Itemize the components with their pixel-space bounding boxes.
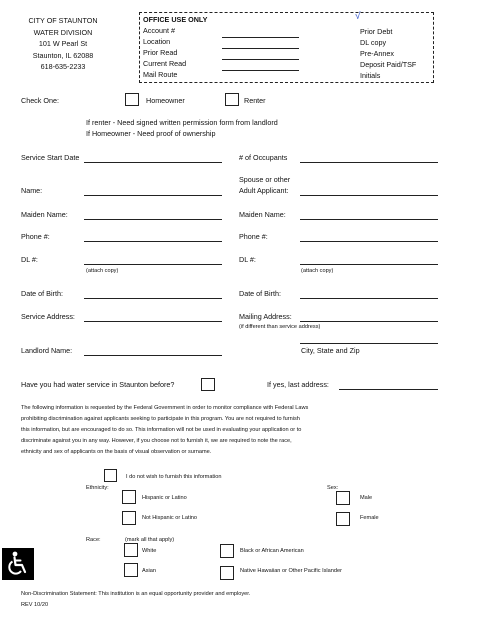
spouse-name-line[interactable] bbox=[300, 195, 438, 196]
maiden-name-line-left[interactable] bbox=[84, 219, 222, 220]
attach-copy-note-left: (attach copy) bbox=[86, 268, 119, 274]
pacific-islander-checkbox[interactable] bbox=[220, 566, 234, 580]
pacific-islander-label: Native Hawaiian or Other Pacific Islander bbox=[240, 568, 342, 574]
disclosure-line: ethnicity and sex of applicants on the basis of visual observation or surname. bbox=[21, 449, 212, 455]
attach-copy-note-right: (attach copy) bbox=[301, 268, 334, 274]
disclosure-line: this information, but are encouraged to do so. This information will not be used in evaluating your application or to bbox=[21, 427, 302, 433]
office-account-line[interactable] bbox=[222, 37, 299, 38]
landlord-name-label: Landlord Name: bbox=[21, 346, 73, 355]
office-prior-read-line[interactable] bbox=[222, 59, 299, 60]
office-deposit-label: Deposit Paid/TSF bbox=[360, 59, 417, 69]
revision-label: REV 10/20 bbox=[21, 602, 49, 608]
dl-label-right: DL #: bbox=[239, 255, 256, 264]
no-furnish-label: I do not wish to furnish this information bbox=[126, 474, 222, 480]
homeowner-note: If Homeowner - Need proof of ownership bbox=[86, 129, 216, 138]
occupants-line[interactable] bbox=[300, 162, 438, 163]
asian-checkbox[interactable] bbox=[124, 563, 138, 577]
disclosure-line: prohibiting discrimination against applicants seeking to participate in this program. You are not required to furnish bbox=[21, 416, 300, 422]
sex-label: Sex: bbox=[327, 485, 339, 491]
not-hispanic-label: Not Hispanic or Latino bbox=[142, 515, 198, 521]
asian-label: Asian bbox=[142, 568, 156, 574]
prior-service-checkbox[interactable] bbox=[201, 378, 215, 391]
office-prior-read-label: Prior Read bbox=[143, 47, 178, 57]
office-pre-annex-label: Pre-Annex bbox=[360, 48, 394, 58]
last-address-label: If yes, last address: bbox=[267, 380, 329, 389]
mailing-address-line[interactable] bbox=[300, 321, 438, 322]
non-discrimination-statement: Non-Discrimination Statement: This institution is an equal opportunity provider and employer. bbox=[21, 591, 251, 597]
black-label: Black or African American bbox=[240, 548, 304, 554]
office-location-line[interactable] bbox=[222, 48, 299, 49]
mailing-address-note: (if different than service address) bbox=[239, 324, 321, 330]
office-account-label: Account # bbox=[143, 25, 175, 35]
disclosure-line: discriminate against you in any way. However, if you choose not to furnish it, we are required to note the race, bbox=[21, 438, 292, 444]
phone-label-right: Phone #: bbox=[239, 232, 268, 241]
female-label: Female bbox=[360, 515, 379, 521]
last-address-line[interactable] bbox=[339, 389, 438, 390]
office-current-read-label: Current Read bbox=[143, 58, 187, 68]
phone-line-right[interactable] bbox=[300, 241, 438, 242]
street-address: 101 W Pearl St bbox=[38, 39, 88, 49]
dl-line-right[interactable] bbox=[300, 264, 438, 265]
race-label: Race: bbox=[86, 537, 101, 543]
division-name: WATER DIVISION bbox=[33, 27, 93, 37]
office-initials-label: Initials bbox=[360, 70, 381, 80]
renter-checkbox[interactable] bbox=[225, 93, 239, 106]
maiden-name-label-left: Maiden Name: bbox=[21, 210, 68, 219]
male-checkbox[interactable] bbox=[336, 491, 350, 505]
occupants-label: # of Occupants bbox=[239, 153, 288, 162]
utility-address-block bbox=[14, 15, 112, 73]
hispanic-checkbox[interactable] bbox=[122, 490, 136, 504]
city-state-zip-line[interactable] bbox=[300, 343, 438, 344]
homeowner-label: Homeowner bbox=[146, 96, 185, 105]
dob-line-right[interactable] bbox=[300, 298, 438, 299]
homeowner-checkbox[interactable] bbox=[125, 93, 139, 106]
office-prior-debt-label: Prior Debt bbox=[360, 27, 393, 36]
office-mail-route-label: Mail Route bbox=[143, 69, 178, 79]
service-start-date-label: Service Start Date bbox=[21, 153, 80, 162]
prior-service-question: Have you had water service in Staunton before? bbox=[21, 380, 175, 389]
wheelchair-icon bbox=[2, 548, 34, 580]
name-line[interactable] bbox=[84, 195, 222, 196]
disclosure-line: The following information is requested by the Federal Government in order to monitor compliance with Federal Laws bbox=[21, 405, 309, 411]
city-name: CITY OF STAUNTON bbox=[28, 16, 98, 25]
race-note: (mark all that apply) bbox=[125, 537, 175, 543]
office-use-title: OFFICE USE ONLY bbox=[143, 15, 208, 24]
office-dl-copy-label: DL copy bbox=[360, 37, 387, 47]
dl-label-left: DL #: bbox=[21, 255, 38, 264]
no-furnish-checkbox[interactable] bbox=[104, 469, 117, 482]
service-start-date-line[interactable] bbox=[84, 162, 222, 163]
renter-note: If renter - Need signed written permission form from landlord bbox=[86, 118, 278, 127]
hispanic-label: Hispanic or Latino bbox=[142, 495, 187, 501]
renter-label: Renter bbox=[244, 96, 266, 105]
name-label: Name: bbox=[21, 186, 43, 195]
dob-line-left[interactable] bbox=[84, 298, 222, 299]
spouse-label-line2: Adult Applicant: bbox=[239, 186, 289, 195]
federal-disclosure-paragraph bbox=[21, 403, 461, 458]
phone-number: 618-635-2233 bbox=[40, 62, 86, 72]
city-state-zip-label: City, State and Zip bbox=[301, 346, 360, 355]
white-checkbox[interactable] bbox=[124, 543, 138, 557]
check-one-label: Check One: bbox=[21, 96, 59, 105]
office-location-label: Location bbox=[143, 36, 171, 46]
female-checkbox[interactable] bbox=[336, 512, 350, 526]
black-checkbox[interactable] bbox=[220, 544, 234, 558]
phone-label-left: Phone #: bbox=[21, 232, 50, 241]
maiden-name-label-right: Maiden Name: bbox=[239, 210, 286, 219]
white-label: White bbox=[142, 548, 157, 554]
dob-label-left: Date of Birth: bbox=[21, 289, 63, 298]
service-address-label: Service Address: bbox=[21, 312, 75, 321]
service-address-line[interactable] bbox=[84, 321, 222, 322]
spouse-label-line1: Spouse or other bbox=[239, 175, 291, 184]
phone-line-left[interactable] bbox=[84, 241, 222, 242]
office-current-read-line[interactable] bbox=[222, 70, 299, 71]
dob-label-right: Date of Birth: bbox=[239, 289, 281, 298]
landlord-name-line[interactable] bbox=[84, 355, 222, 356]
not-hispanic-checkbox[interactable] bbox=[122, 511, 136, 525]
maiden-name-line-right[interactable] bbox=[300, 219, 438, 220]
male-label: Male bbox=[360, 495, 373, 501]
ethnicity-label: Ethnicity: bbox=[86, 485, 109, 491]
check-mark-icon: √ bbox=[355, 11, 361, 22]
dl-line-left[interactable] bbox=[84, 264, 222, 265]
city-state-zip-address: Staunton, IL 62088 bbox=[32, 50, 94, 60]
mailing-address-label: Mailing Address: bbox=[239, 312, 292, 321]
